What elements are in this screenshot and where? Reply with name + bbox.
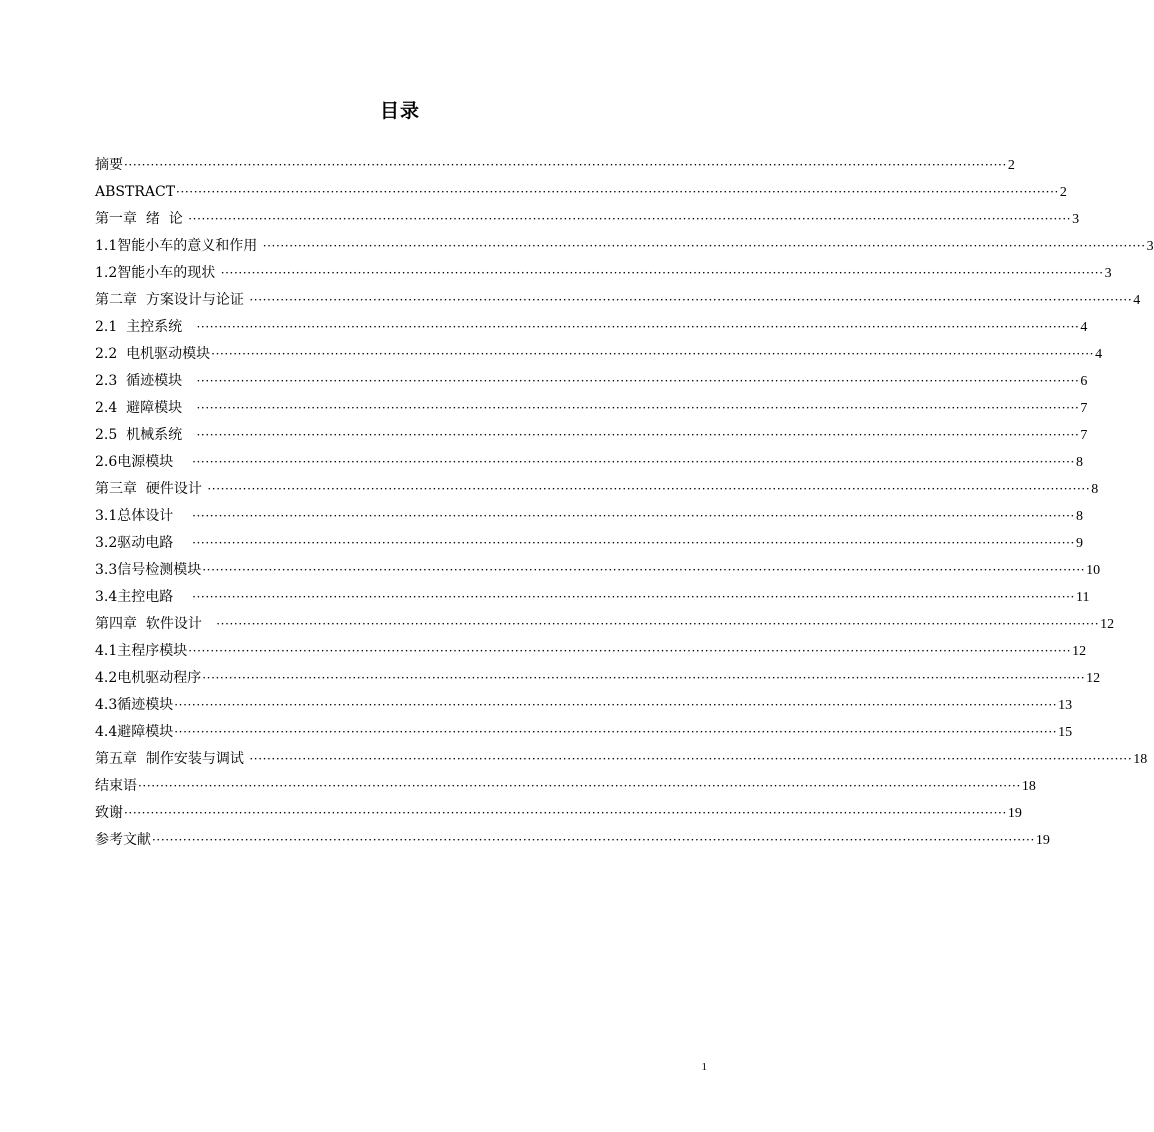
toc-entry-label: 1.2智能小车的现状 xyxy=(95,265,220,281)
toc-entry[interactable] xyxy=(95,233,1154,260)
toc-leader-dots: ········································································································································································································ xyxy=(196,401,1080,415)
toc-entry-label: 3.2驱动电路 xyxy=(95,535,192,551)
toc-entry[interactable] xyxy=(95,422,1088,449)
toc-entry-page: 7 xyxy=(1080,428,1088,443)
toc-entry-label: 4.4避障模块 xyxy=(95,724,174,740)
toc-leader-dots: ········································································································································································································ xyxy=(188,212,1072,226)
toc-entry-page: 19 xyxy=(1035,833,1050,848)
toc-leader-dots: ········································································································································································································ xyxy=(192,509,1075,523)
toc-entry-label: 1.1智能小车的意义和作用 xyxy=(95,238,262,254)
toc-entry-label: 2.5 机械系统 xyxy=(95,427,196,443)
toc-entry[interactable] xyxy=(95,341,1103,368)
toc-entry[interactable] xyxy=(95,584,1090,611)
toc-entry-label: 3.3信号检测模块 xyxy=(95,562,202,578)
page-number: 1 xyxy=(701,1061,707,1073)
toc-entry[interactable] xyxy=(95,530,1083,557)
toc-entry-page: 19 xyxy=(1007,806,1022,821)
toc-entry-page: 8 xyxy=(1075,455,1083,470)
toc-entry-label: 4.3循迹模块 xyxy=(95,697,174,713)
toc-entry[interactable] xyxy=(95,665,1101,692)
toc-entry-page: 2 xyxy=(1059,185,1067,200)
toc-entry[interactable] xyxy=(95,827,1050,854)
toc-entry-label: 4.2电机驱动程序 xyxy=(95,670,202,686)
toc-entry[interactable] xyxy=(95,152,1015,179)
toc-leader-dots: ········································································································································································································ xyxy=(202,563,1086,577)
toc-entry-label: 4.1主程序模块 xyxy=(95,643,188,659)
toc-leader-dots: ········································································································································································································ xyxy=(262,239,1146,253)
toc-entry[interactable] xyxy=(95,800,1022,827)
toc-entry-label: ABSTRACT xyxy=(95,184,176,200)
toc-entry-label: 结束语 xyxy=(95,778,137,794)
toc-entry-label: 第二章 方案设计与论证 xyxy=(95,292,249,308)
toc-entry[interactable] xyxy=(95,719,1073,746)
toc-entry-page: 3 xyxy=(1072,212,1080,227)
toc-entry-page: 2 xyxy=(1007,158,1015,173)
toc-entry-page: 10 xyxy=(1086,563,1101,578)
toc-entry[interactable] xyxy=(95,449,1083,476)
toc-entry[interactable] xyxy=(95,773,1036,800)
toc-leader-dots: ········································································································································································································ xyxy=(188,644,1072,658)
toc-entry[interactable] xyxy=(95,395,1088,422)
toc-entry[interactable] xyxy=(95,260,1112,287)
toc-entry[interactable] xyxy=(95,746,1148,773)
toc-entry-page: 4 xyxy=(1095,347,1103,362)
toc-leader-dots: ········································································································································································································ xyxy=(207,482,1091,496)
toc-entry-label: 2.3 循迹模块 xyxy=(95,373,196,389)
toc-entry-page: 3 xyxy=(1146,239,1154,254)
toc-leader-dots: ········································································································································································································ xyxy=(174,698,1058,712)
toc-entry-label: 2.6电源模块 xyxy=(95,454,192,470)
toc-leader-dots: ········································································································································································································ xyxy=(249,752,1133,766)
toc-leader-dots: ········································································································································································································ xyxy=(124,806,1007,820)
toc-leader-dots: ········································································································································································································ xyxy=(124,158,1007,172)
toc-entry-page: 13 xyxy=(1058,698,1073,713)
toc-entry[interactable] xyxy=(95,692,1073,719)
toc-leader-dots: ········································································································································································································ xyxy=(216,617,1100,631)
toc-entry-page: 9 xyxy=(1075,536,1083,551)
toc-entry-label: 第一章 绪 论 xyxy=(95,211,188,227)
toc-entry[interactable] xyxy=(95,287,1141,314)
toc-entry-page: 11 xyxy=(1075,590,1090,605)
toc-entry-label: 摘要 xyxy=(95,157,123,173)
toc-entry-label: 第三章 硬件设计 xyxy=(95,481,207,497)
toc-entry[interactable] xyxy=(95,638,1087,665)
toc-entry-page: 4 xyxy=(1080,320,1088,335)
toc-entry-label: 参考文献 xyxy=(95,832,151,848)
table-of-contents xyxy=(95,152,1154,854)
toc-leader-dots: ········································································································································································································ xyxy=(138,779,1021,793)
toc-entry-page: 3 xyxy=(1104,266,1112,281)
toc-leader-dots: ········································································································································································································ xyxy=(192,536,1075,550)
toc-entry-page: 4 xyxy=(1133,293,1141,308)
toc-entry-label: 2.1 主控系统 xyxy=(95,319,196,335)
toc-leader-dots: ········································································································································································································ xyxy=(211,347,1095,361)
toc-entry-label: 第五章 制作安装与调试 xyxy=(95,751,249,767)
toc-leader-dots: ········································································································································································································ xyxy=(192,590,1075,604)
toc-entry-page: 15 xyxy=(1058,725,1073,740)
toc-leader-dots: ········································································································································································································ xyxy=(249,293,1133,307)
toc-leader-dots: ········································································································································································································ xyxy=(202,671,1086,685)
toc-entry-page: 18 xyxy=(1021,779,1036,794)
toc-entry-page: 6 xyxy=(1080,374,1088,389)
toc-entry-page: 8 xyxy=(1075,509,1083,524)
toc-entry-label: 2.4 避障模块 xyxy=(95,400,196,416)
toc-entry-page: 18 xyxy=(1133,752,1148,767)
toc-leader-dots: ········································································································································································································ xyxy=(192,455,1075,469)
toc-entry-page: 7 xyxy=(1080,401,1088,416)
toc-leader-dots: ········································································································································································································ xyxy=(196,320,1080,334)
toc-entry[interactable] xyxy=(95,179,1067,206)
toc-entry-label: 致谢 xyxy=(95,805,123,821)
toc-entry[interactable] xyxy=(95,206,1080,233)
toc-leader-dots: ········································································································································································································ xyxy=(196,428,1080,442)
toc-entry-page: 12 xyxy=(1100,617,1115,632)
toc-leader-dots: ········································································································································································································ xyxy=(196,374,1080,388)
toc-entry[interactable] xyxy=(95,476,1099,503)
toc-entry-label: 3.1总体设计 xyxy=(95,508,192,524)
toc-entry[interactable] xyxy=(95,368,1088,395)
toc-leader-dots: ········································································································································································································ xyxy=(174,725,1058,739)
toc-entry[interactable] xyxy=(95,611,1115,638)
toc-entry[interactable] xyxy=(95,503,1083,530)
toc-entry-page: 12 xyxy=(1086,671,1101,686)
toc-leader-dots: ········································································································································································································ xyxy=(176,185,1059,199)
toc-entry-label: 2.2 电机驱动模块 xyxy=(95,346,211,362)
toc-entry-page: 12 xyxy=(1072,644,1087,659)
toc-entry-label: 3.4主控电路 xyxy=(95,589,192,605)
toc-entry[interactable] xyxy=(95,557,1101,584)
toc-entry[interactable] xyxy=(95,314,1088,341)
toc-leader-dots: ········································································································································································································ xyxy=(220,266,1104,280)
page-title: 目录 xyxy=(379,100,420,122)
toc-entry-page: 8 xyxy=(1091,482,1099,497)
toc-entry-label: 第四章 软件设计 xyxy=(95,616,216,632)
toc-leader-dots: ········································································································································································································ xyxy=(152,833,1035,847)
